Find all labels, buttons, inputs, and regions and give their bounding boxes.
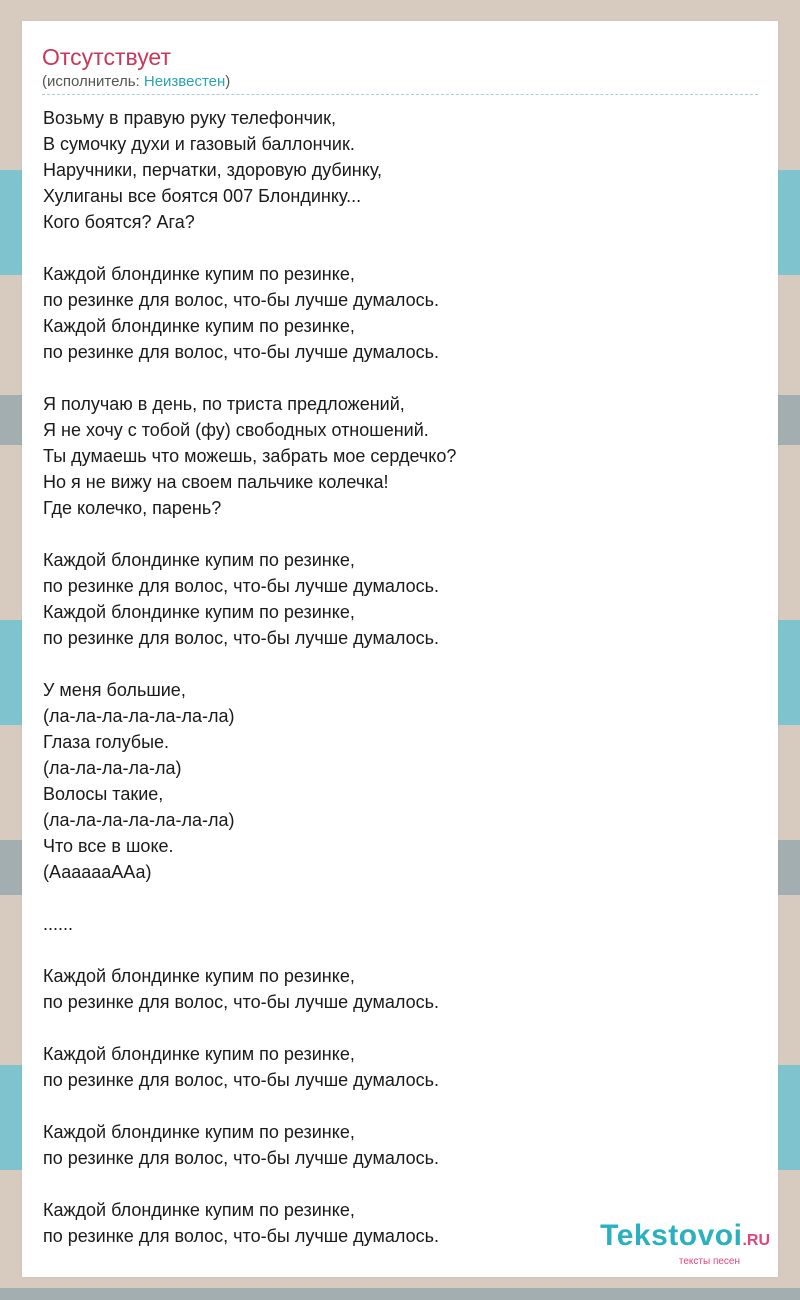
lyric-line: Я не хочу с тобой (фу) свободных отношений. <box>43 420 429 440</box>
lyric-line: по резинке для волос, что-бы лучше думалось. <box>43 992 439 1012</box>
logo-wordmark <box>600 1220 770 1257</box>
lyric-line: Где колечко, парень? <box>43 498 222 518</box>
lyric-line: Что все в шоке. <box>43 836 174 856</box>
lyric-line: Каждой блондинке купим по резинке, <box>43 1122 355 1142</box>
artist-link[interactable]: Неизвестен <box>143 73 226 90</box>
lyric-line: Каждой блондинке купим по резинке, <box>43 550 355 570</box>
lyric-line: по резинке для волос, что-бы лучше думалось. <box>43 1226 439 1246</box>
stanza-gap <box>43 651 758 677</box>
lyric-line: по резинке для волос, что-бы лучше думалось. <box>43 576 439 596</box>
lyric-line: Каждой блондинке купим по резинке, <box>43 966 355 986</box>
stanza-gap <box>43 937 758 963</box>
stanza-gap <box>43 235 758 261</box>
lyric-line: по резинке для волос, что-бы лучше думалось. <box>43 1070 439 1090</box>
lyric-line: У меня большие, <box>43 680 186 700</box>
lyric-line: (ла-ла-ла-ла-ла-ла-ла) <box>43 810 235 830</box>
lyric-line: (ла-ла-ла-ла-ла) <box>43 758 182 778</box>
lyric-line: по резинке для волос, что-бы лучше думалось. <box>43 628 439 648</box>
lyric-line: Я получаю в день, по триста предложений, <box>43 394 405 414</box>
header-divider <box>42 94 758 95</box>
lyric-line: Каждой блондинке купим по резинке, <box>43 1200 355 1220</box>
lyric-line: Волосы такие, <box>43 784 164 804</box>
stanza-gap <box>43 1093 758 1119</box>
lyrics-card <box>22 21 778 1277</box>
stripe-grey <box>0 1288 800 1300</box>
artist-suffix: ) <box>225 73 231 90</box>
lyric-line: Кого боятся? Ага? <box>43 212 195 232</box>
lyric-line: Каждой блондинке купим по резинке, <box>43 264 355 284</box>
lyric-line: В сумочку духи и газовый баллончик. <box>43 134 355 154</box>
lyrics-text <box>43 105 758 1249</box>
logo-name: Tekstovoi <box>600 1219 743 1252</box>
lyric-line: по резинке для волос, что-бы лучше думалось. <box>43 290 439 310</box>
artist-line <box>42 73 230 91</box>
stanza-gap <box>43 521 758 547</box>
song-title: Отсутствует <box>42 44 171 70</box>
lyric-line: по резинке для волос, что-бы лучше думалось. <box>43 342 439 362</box>
lyric-line: Каждой блондинке купим по резинке, <box>43 316 355 336</box>
lyric-line: Ты думаешь что можешь, забрать мое сердечко? <box>43 446 457 466</box>
lyric-line: Хулиганы все боятся 007 Блондинку... <box>43 186 362 206</box>
logo-tld: .RU <box>742 1232 770 1249</box>
lyric-line: Глаза голубые. <box>43 732 170 752</box>
lyric-line: Каждой блондинке купим по резинке, <box>43 602 355 622</box>
lyric-line: Но я не вижу на своем пальчике колечка! <box>43 472 389 492</box>
lyric-line: (АаааааААа) <box>43 862 152 882</box>
stanza-gap <box>43 1015 758 1041</box>
stanza-gap <box>43 885 758 911</box>
stanza-gap <box>43 1171 758 1197</box>
artist-prefix: (исполнитель: <box>42 73 144 90</box>
lyric-line: (ла-ла-ла-ла-ла-ла-ла) <box>43 706 235 726</box>
site-logo[interactable] <box>600 1220 770 1267</box>
lyric-line: по резинке для волос, что-бы лучше думалось. <box>43 1148 439 1168</box>
lyric-line: Возьму в правую руку телефончик, <box>43 108 336 128</box>
logo-subtitle: тексты песен <box>678 1256 740 1267</box>
lyric-line: Каждой блондинке купим по резинке, <box>43 1044 355 1064</box>
lyric-line: ...... <box>43 914 74 934</box>
stanza-gap <box>43 365 758 391</box>
lyric-line: Наручники, перчатки, здоровую дубинку, <box>43 160 383 180</box>
